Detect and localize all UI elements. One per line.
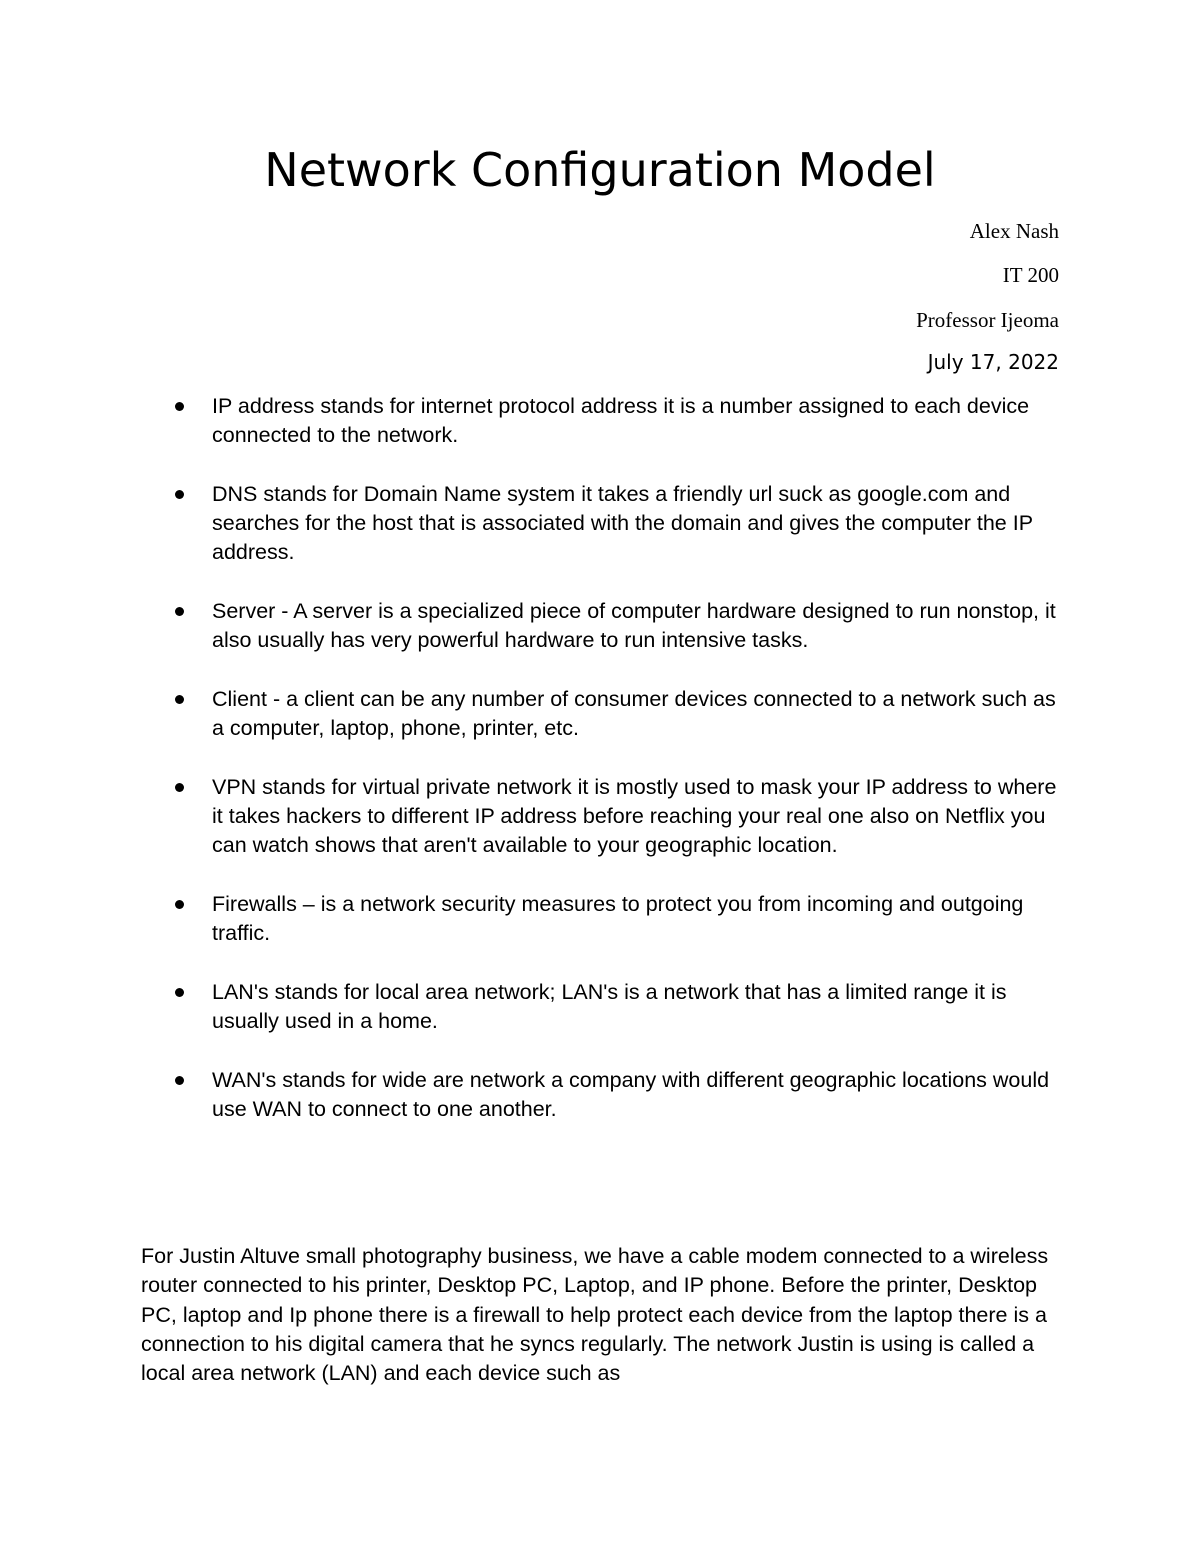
list-item-text: IP address stands for internet protocol address it is a number assigned to each device connected to the network. bbox=[212, 394, 1030, 448]
list-item-text: LAN's stands for local area network; LAN's is a network that has a limited range it is usually used in a home. bbox=[212, 979, 1007, 1034]
list-item-text: Firewalls – is a network security measures to protect you from incoming and outgoing traffic. bbox=[212, 892, 1024, 946]
document-title: Network Configuration Model bbox=[264, 143, 936, 197]
bullet-icon bbox=[175, 607, 184, 616]
definitions-list bbox=[212, 392, 1072, 1154]
list-item bbox=[212, 773, 1072, 861]
document-date: July 17, 2022 bbox=[927, 350, 1059, 374]
bullet-icon bbox=[175, 695, 184, 704]
list-item-text: Client - a client can be any number of consumer devices connected to a network such as a computer, laptop, phone, printer, etc. bbox=[212, 686, 1056, 741]
professor-name: Professor Ijeoma bbox=[916, 308, 1059, 332]
bullet-icon bbox=[175, 1076, 184, 1085]
list-item bbox=[212, 890, 1072, 949]
list-item bbox=[212, 685, 1072, 744]
list-item-text: VPN stands for virtual private network it is mostly used to mask your IP address to where it takes hackers to different IP address before reaching your real one also on Netflix you can watch shows that aren't available to your geographic location. bbox=[212, 774, 1057, 858]
list-item-text: Server - A server is a specialized piece of computer hardware designed to run nonstop, it also usually has very powerful hardware to run intensive tasks. bbox=[212, 599, 1056, 653]
author-name: Alex Nash bbox=[969, 219, 1059, 243]
bullet-icon bbox=[175, 783, 184, 792]
list-item bbox=[212, 597, 1072, 656]
list-item bbox=[212, 978, 1072, 1037]
bullet-icon bbox=[175, 988, 184, 997]
bullet-icon bbox=[175, 402, 184, 411]
course-code: IT 200 bbox=[1002, 263, 1059, 287]
body-paragraph: For Justin Altuve small photography business, we have a cable modem connected to a wireless router connected to his printer, Desktop PC, Laptop, and IP phone. Before the printer, Desktop PC, laptop and Ip phone there is a firewall to help protect each device from the laptop there is a connection to his digital camera that he syncs regularly. The network Justin is using is called a local area network (LAN) and each device such as bbox=[141, 1244, 1049, 1386]
list-item-text: WAN's stands for wide are network a company with different geographic locations would use WAN to connect to one another. bbox=[212, 1067, 1050, 1122]
list-item bbox=[212, 1066, 1072, 1125]
list-item bbox=[212, 392, 1072, 451]
list-item-text: DNS stands for Domain Name system it takes a friendly url suck as google.com and searches for the host that is associated with the domain and gives the computer the IP address. bbox=[212, 481, 1033, 565]
list-item bbox=[212, 480, 1072, 568]
bullet-icon bbox=[175, 900, 184, 909]
bullet-icon bbox=[175, 490, 184, 499]
